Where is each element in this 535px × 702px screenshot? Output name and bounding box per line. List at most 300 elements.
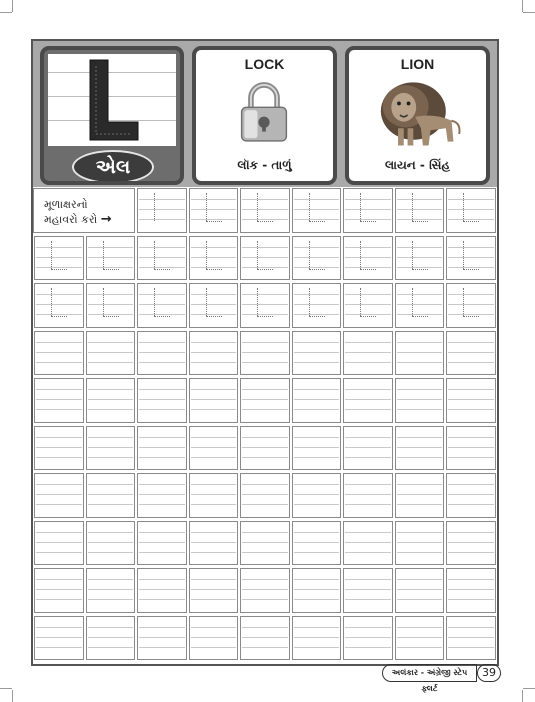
guide-line xyxy=(294,579,340,580)
guide-line xyxy=(397,457,443,458)
guide-line xyxy=(36,589,82,590)
guide-line xyxy=(242,542,288,543)
guide-line xyxy=(397,342,443,343)
guide-line xyxy=(294,267,340,268)
crop-mark xyxy=(0,12,12,13)
practice-cell[interactable] xyxy=(189,521,239,566)
trace-l-foot xyxy=(412,269,428,270)
guide-line xyxy=(191,637,237,638)
guide-line xyxy=(345,637,391,638)
guide-line xyxy=(345,627,391,628)
guide-line xyxy=(448,504,494,505)
guide-line xyxy=(345,294,391,295)
practice-cell[interactable] xyxy=(395,188,445,233)
guide-line xyxy=(294,504,340,505)
guide-line xyxy=(397,647,443,648)
guide-line xyxy=(242,247,288,248)
guide-line xyxy=(88,542,134,543)
padlock-icon xyxy=(236,78,292,146)
guide-line xyxy=(139,294,185,295)
guide-line xyxy=(294,399,340,400)
letter-l-text xyxy=(48,54,49,55)
guide-line xyxy=(294,437,340,438)
lock-card-title: LOCK xyxy=(244,56,285,72)
guide-line xyxy=(294,314,340,315)
trace-l-foot xyxy=(309,316,325,317)
letter-card xyxy=(40,46,184,185)
guide-line xyxy=(397,637,443,638)
practice-cell[interactable] xyxy=(86,236,136,281)
guide-line xyxy=(36,362,82,363)
guide-line xyxy=(191,389,237,390)
guide-line xyxy=(191,409,237,410)
guide-line xyxy=(139,362,185,363)
practice-cell[interactable] xyxy=(292,236,342,281)
guide-line xyxy=(88,637,134,638)
guide-line xyxy=(139,494,185,495)
guide-line xyxy=(191,627,237,628)
guide-line xyxy=(191,532,237,533)
guide-line xyxy=(242,342,288,343)
lion-icon xyxy=(377,74,463,152)
guide-line xyxy=(345,504,391,505)
guide-line xyxy=(397,362,443,363)
practice-cell[interactable] xyxy=(292,188,342,233)
practice-cell[interactable] xyxy=(292,568,342,613)
guide-line xyxy=(36,552,82,553)
practice-cell[interactable] xyxy=(292,521,342,566)
practice-cell[interactable] xyxy=(446,521,496,566)
guide-line xyxy=(139,552,185,553)
practice-cell[interactable] xyxy=(343,283,393,328)
guide-line xyxy=(242,409,288,410)
practice-cell[interactable] xyxy=(395,378,445,423)
guide-line xyxy=(36,267,82,268)
practice-grid xyxy=(33,187,497,664)
guide-line xyxy=(36,447,82,448)
guide-line xyxy=(36,352,82,353)
practice-cell[interactable] xyxy=(446,236,496,281)
practice-cell[interactable] xyxy=(189,426,239,471)
practice-cell[interactable] xyxy=(395,521,445,566)
guide-line xyxy=(294,494,340,495)
trace-l-foot xyxy=(309,269,325,270)
guide-line xyxy=(139,504,185,505)
guide-line xyxy=(448,599,494,600)
guide-line xyxy=(191,399,237,400)
guide-line xyxy=(294,389,340,390)
practice-cell[interactable] xyxy=(343,473,393,518)
guide-line xyxy=(88,504,134,505)
practice-cell[interactable] xyxy=(395,473,445,518)
guide-line xyxy=(294,532,340,533)
guide-line xyxy=(294,457,340,458)
guide-line xyxy=(191,294,237,295)
guide-line xyxy=(242,457,288,458)
guide-line xyxy=(88,304,134,305)
letter-l-glyph xyxy=(88,58,140,142)
practice-cell[interactable] xyxy=(292,616,342,661)
letter-writing-area xyxy=(48,54,176,146)
practice-cell[interactable] xyxy=(240,426,290,471)
guide-line xyxy=(397,484,443,485)
practice-cell[interactable] xyxy=(343,568,393,613)
guide-line xyxy=(448,457,494,458)
practice-cell[interactable] xyxy=(34,521,84,566)
guide-line xyxy=(88,599,134,600)
guide-line xyxy=(345,647,391,648)
guide-line xyxy=(345,542,391,543)
trace-l-foot xyxy=(257,221,273,222)
guide-line xyxy=(191,342,237,343)
trace-l-foot xyxy=(463,269,479,270)
guide-line xyxy=(448,409,494,410)
crop-mark xyxy=(12,0,13,12)
practice-cell[interactable] xyxy=(343,188,393,233)
guide-line xyxy=(448,589,494,590)
practice-cell[interactable] xyxy=(137,188,187,233)
trace-l-stem xyxy=(206,288,207,316)
guide-line xyxy=(242,599,288,600)
guide-line xyxy=(191,352,237,353)
guide-line xyxy=(345,199,391,200)
guide-line xyxy=(242,267,288,268)
guide-line xyxy=(36,542,82,543)
practice-cell[interactable] xyxy=(240,283,290,328)
guide-line xyxy=(294,647,340,648)
guide-line xyxy=(88,647,134,648)
guide-line xyxy=(88,447,134,448)
guide-line xyxy=(88,484,134,485)
practice-cell[interactable] xyxy=(189,473,239,518)
practice-cell[interactable] xyxy=(240,473,290,518)
practice-cell[interactable] xyxy=(137,236,187,281)
guide-line xyxy=(88,589,134,590)
guide-line xyxy=(139,589,185,590)
practice-cell[interactable] xyxy=(446,188,496,233)
guide-line xyxy=(139,399,185,400)
guide-line xyxy=(294,304,340,305)
guide-line xyxy=(448,627,494,628)
guide-line xyxy=(139,247,185,248)
practice-cell[interactable] xyxy=(34,426,84,471)
practice-cell[interactable] xyxy=(86,283,136,328)
practice-cell[interactable] xyxy=(137,331,187,376)
trace-l-stem xyxy=(154,193,155,221)
practice-cell[interactable] xyxy=(86,426,136,471)
guide-line xyxy=(345,219,391,220)
guide-line xyxy=(139,579,185,580)
practice-cell[interactable] xyxy=(86,568,136,613)
guide-line xyxy=(191,579,237,580)
guide-line xyxy=(448,362,494,363)
letter-name-badge: એલ xyxy=(72,150,154,184)
practice-cell[interactable] xyxy=(395,283,445,328)
guide-line xyxy=(448,314,494,315)
guide-line xyxy=(242,352,288,353)
guide-line xyxy=(345,247,391,248)
practice-cell[interactable] xyxy=(292,378,342,423)
trace-l-stem xyxy=(206,193,207,221)
guide-line xyxy=(294,352,340,353)
practice-cell[interactable] xyxy=(395,616,445,661)
trace-l-stem xyxy=(309,288,310,316)
guide-line xyxy=(397,579,443,580)
guide-line xyxy=(36,294,82,295)
guide-line xyxy=(36,389,82,390)
practice-cell[interactable] xyxy=(189,616,239,661)
crop-mark xyxy=(523,688,535,689)
practice-cell[interactable] xyxy=(343,378,393,423)
guide-line xyxy=(191,199,237,200)
practice-cell[interactable] xyxy=(240,616,290,661)
guide-line xyxy=(242,304,288,305)
guide-line xyxy=(345,589,391,590)
guide-line xyxy=(36,504,82,505)
practice-cell[interactable] xyxy=(446,568,496,613)
guide-line xyxy=(345,314,391,315)
trace-l-stem xyxy=(360,193,361,221)
guide-line xyxy=(191,267,237,268)
guide-line xyxy=(88,342,134,343)
practice-cell[interactable] xyxy=(189,378,239,423)
guide-line xyxy=(139,532,185,533)
practice-cell[interactable] xyxy=(395,426,445,471)
guide-line xyxy=(345,399,391,400)
crop-mark xyxy=(522,0,523,12)
practice-cell[interactable] xyxy=(395,331,445,376)
guide-line xyxy=(397,257,443,258)
guide-line xyxy=(191,362,237,363)
guide-line xyxy=(139,437,185,438)
practice-cell[interactable] xyxy=(189,568,239,613)
guide-line xyxy=(448,257,494,258)
trace-l-foot xyxy=(154,316,170,317)
practice-cell[interactable] xyxy=(343,426,393,471)
guide-line xyxy=(88,314,134,315)
trace-l-foot xyxy=(103,269,119,270)
practice-cell[interactable] xyxy=(446,616,496,661)
practice-cell[interactable] xyxy=(343,616,393,661)
trace-l-foot xyxy=(154,269,170,270)
lock-card xyxy=(192,46,337,185)
lion-card-caption: લાયન - સિંહ xyxy=(384,158,451,172)
practice-cell[interactable] xyxy=(34,568,84,613)
practice-cell[interactable] xyxy=(34,283,84,328)
practice-cell[interactable] xyxy=(86,378,136,423)
guide-line xyxy=(345,409,391,410)
guide-line xyxy=(191,437,237,438)
guide-line xyxy=(397,352,443,353)
guide-line xyxy=(242,437,288,438)
guide-line xyxy=(345,457,391,458)
practice-cell[interactable] xyxy=(34,236,84,281)
guide-line xyxy=(88,399,134,400)
practice-cell[interactable] xyxy=(446,378,496,423)
trace-l-foot xyxy=(51,316,67,317)
guide-line xyxy=(345,362,391,363)
guide-line xyxy=(345,304,391,305)
guide-line xyxy=(36,409,82,410)
guide-line xyxy=(36,304,82,305)
practice-cell[interactable] xyxy=(137,283,187,328)
guide-line xyxy=(397,199,443,200)
guide-line xyxy=(139,542,185,543)
trace-l-stem xyxy=(103,241,104,269)
practice-cell[interactable] xyxy=(86,331,136,376)
guide-line xyxy=(191,447,237,448)
guide-line xyxy=(36,579,82,580)
trace-l-foot xyxy=(360,316,376,317)
practice-cell[interactable] xyxy=(343,331,393,376)
guide-line xyxy=(294,637,340,638)
practice-cell[interactable] xyxy=(86,473,136,518)
practice-cell[interactable] xyxy=(137,473,187,518)
guide-line xyxy=(397,437,443,438)
guide-line xyxy=(294,362,340,363)
trace-l-stem xyxy=(412,288,413,316)
practice-cell[interactable] xyxy=(34,473,84,518)
guide-line xyxy=(36,647,82,648)
practice-cell[interactable] xyxy=(137,521,187,566)
guide-line xyxy=(345,437,391,438)
trace-l-foot xyxy=(206,221,222,222)
practice-cell[interactable] xyxy=(446,331,496,376)
practice-cell[interactable] xyxy=(240,521,290,566)
practice-cell[interactable] xyxy=(395,568,445,613)
practice-cell[interactable] xyxy=(446,473,496,518)
guide-line xyxy=(397,304,443,305)
guide-line xyxy=(397,409,443,410)
guide-line xyxy=(88,294,134,295)
guide-line xyxy=(36,257,82,258)
guide-line xyxy=(448,579,494,580)
guide-line xyxy=(242,494,288,495)
lock-card-caption: લૉક - તાળું xyxy=(237,158,292,172)
guide-line xyxy=(448,209,494,210)
guide-line xyxy=(397,627,443,628)
guide-line xyxy=(397,399,443,400)
practice-cell[interactable] xyxy=(240,236,290,281)
footer-book-title: અલંકાર - અંગ્રેજી સ્ટેપ ફ્લર્ટ xyxy=(382,664,477,682)
practice-cell[interactable] xyxy=(240,378,290,423)
practice-cell[interactable] xyxy=(34,378,84,423)
practice-cell[interactable] xyxy=(395,236,445,281)
guide-line xyxy=(191,484,237,485)
guide-line xyxy=(242,589,288,590)
trace-l-stem xyxy=(412,193,413,221)
guide-line xyxy=(139,647,185,648)
guide-line xyxy=(345,484,391,485)
guide-line xyxy=(242,647,288,648)
guide-line xyxy=(242,219,288,220)
crop-mark xyxy=(522,690,523,702)
trace-l-stem xyxy=(103,288,104,316)
guide-line xyxy=(139,304,185,305)
crop-mark xyxy=(523,12,535,13)
guide-line xyxy=(397,504,443,505)
guide-line xyxy=(36,532,82,533)
practice-cell[interactable] xyxy=(292,473,342,518)
trace-l-foot xyxy=(360,221,376,222)
guide-line xyxy=(36,494,82,495)
guide-line xyxy=(397,532,443,533)
practice-cell[interactable] xyxy=(446,426,496,471)
practice-cell[interactable] xyxy=(292,426,342,471)
practice-cell[interactable] xyxy=(343,521,393,566)
practice-cell[interactable] xyxy=(34,616,84,661)
trace-l-stem xyxy=(360,241,361,269)
guide-line xyxy=(294,294,340,295)
guide-line xyxy=(88,352,134,353)
guide-line xyxy=(345,257,391,258)
guide-line xyxy=(345,494,391,495)
guide-line xyxy=(242,484,288,485)
practice-cell[interactable] xyxy=(189,331,239,376)
guide-line xyxy=(88,257,134,258)
practice-cell[interactable] xyxy=(137,426,187,471)
guide-line xyxy=(139,447,185,448)
guide-line xyxy=(139,257,185,258)
practice-cell[interactable] xyxy=(292,331,342,376)
practice-cell[interactable] xyxy=(240,568,290,613)
trace-l-foot xyxy=(412,221,428,222)
practice-cell[interactable] xyxy=(240,188,290,233)
practice-cell[interactable] xyxy=(137,378,187,423)
guide-line xyxy=(191,647,237,648)
practice-cell[interactable] xyxy=(137,616,187,661)
guide-line xyxy=(88,409,134,410)
guide-line xyxy=(36,399,82,400)
trace-l-foot xyxy=(309,221,325,222)
guide-line xyxy=(294,409,340,410)
guide-line xyxy=(397,552,443,553)
practice-cell[interactable] xyxy=(189,283,239,328)
practice-cell[interactable] xyxy=(86,521,136,566)
guide-line xyxy=(36,314,82,315)
practice-cell[interactable] xyxy=(189,188,239,233)
practice-cell[interactable] xyxy=(86,616,136,661)
guide-line xyxy=(294,199,340,200)
guide-line xyxy=(88,247,134,248)
practice-cell[interactable] xyxy=(189,236,239,281)
guide-line xyxy=(139,484,185,485)
guide-line xyxy=(88,552,134,553)
practice-cell[interactable] xyxy=(34,331,84,376)
guide-line xyxy=(294,589,340,590)
guide-line xyxy=(448,542,494,543)
practice-cell[interactable] xyxy=(343,236,393,281)
guide-line xyxy=(36,484,82,485)
practice-cell[interactable] xyxy=(446,283,496,328)
guide-line xyxy=(294,342,340,343)
trace-l-stem xyxy=(463,288,464,316)
trace-l-foot xyxy=(463,221,479,222)
guide-line xyxy=(242,552,288,553)
guide-line xyxy=(345,352,391,353)
practice-cell[interactable] xyxy=(292,283,342,328)
trace-l-stem xyxy=(206,241,207,269)
guide-line xyxy=(448,637,494,638)
practice-cell[interactable] xyxy=(137,568,187,613)
guide-line xyxy=(242,199,288,200)
guide-line xyxy=(294,257,340,258)
guide-line xyxy=(36,627,82,628)
practice-cell[interactable] xyxy=(240,331,290,376)
guide-line xyxy=(191,257,237,258)
guide-line xyxy=(36,457,82,458)
guide-line xyxy=(448,484,494,485)
